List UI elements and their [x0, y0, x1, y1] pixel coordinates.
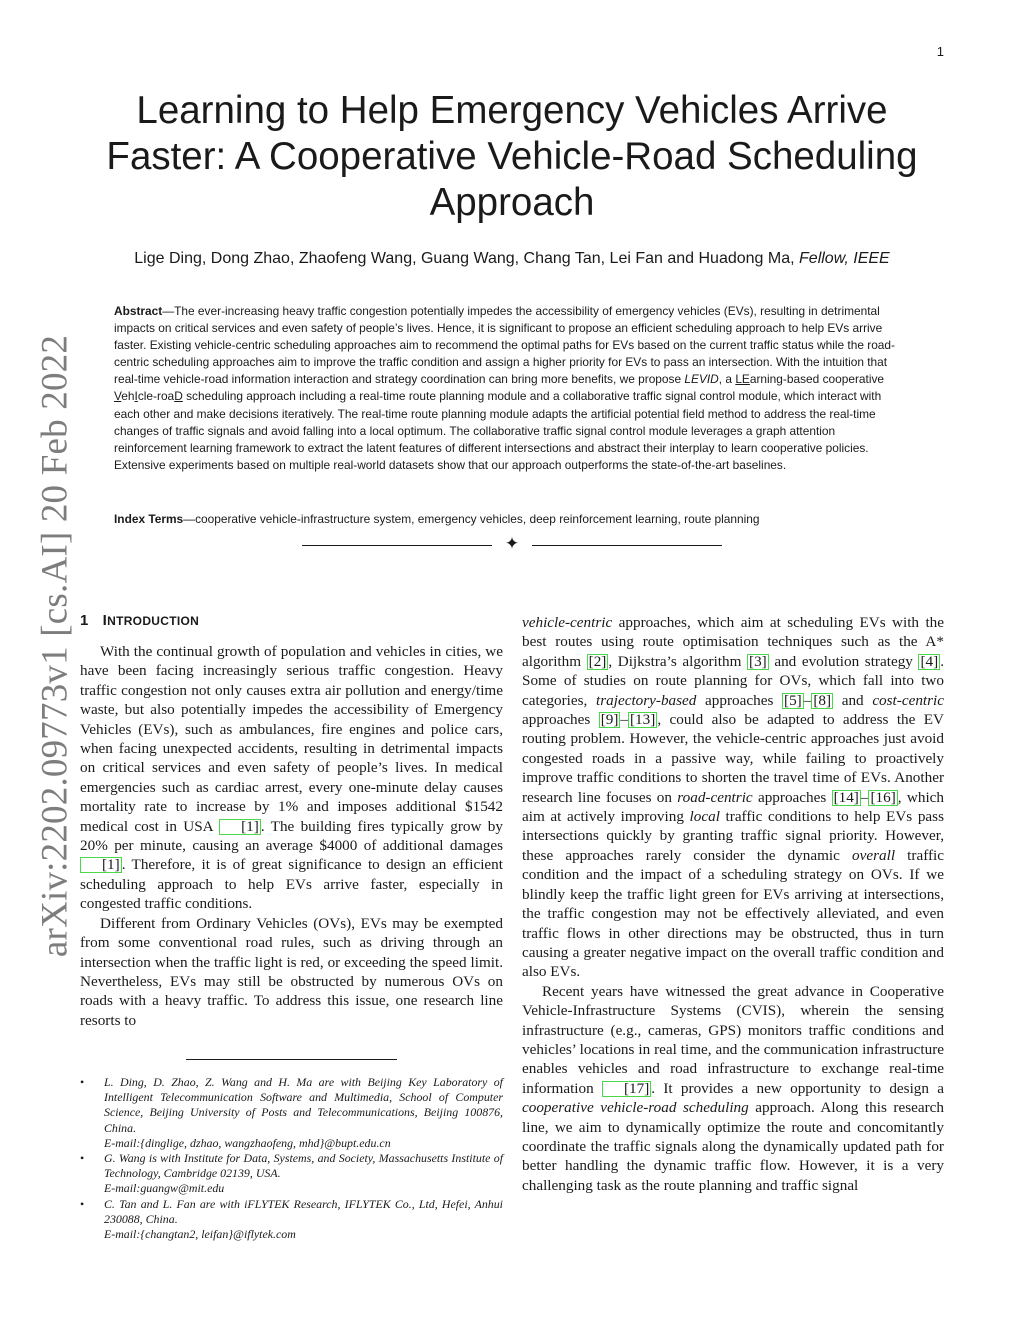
body-text: and: [833, 691, 873, 709]
emphasis-text: cost-centric: [872, 691, 945, 709]
body-text: –: [803, 691, 812, 709]
footnote-item: [80, 1151, 503, 1197]
page-number: 1: [936, 44, 944, 59]
footnote-rule: [186, 1059, 397, 1060]
citation-link[interactable]: [16]: [870, 788, 896, 806]
citation-link[interactable]: [9]: [600, 711, 619, 729]
divider-star-icon: ✦: [504, 534, 520, 554]
body-text: traffic condition and the impact of a scheduling strategy on OVs. If we blindly keep the traffic light green for EVs arriving at intersections, the traffic congestion may not be effectively alleviated, and even traffic flows in other directions may be obstructed, thus in turn causing a greater negative impact on the overall traffic condition and also EVs.: [522, 846, 944, 981]
body-text: . Some of studies on route planning for OVs, which fall into two categories,: [522, 652, 944, 709]
body-text: –: [620, 711, 628, 729]
abstract-method-name: LEVID: [684, 372, 719, 387]
body-text: . Therefore, it is of great significance to design an efficient scheduling approach to help EVs arrive faster, especially in congested traffic conditions.: [80, 856, 503, 913]
citation-link[interactable]: [4]: [920, 652, 939, 670]
body-text: and evolution strategy: [768, 652, 919, 670]
body-text: With the continual growth of population and vehicles in cities, we have been facing increasingly serious traffic congestion. Heavy traffic congestion not only causes extra air pollution and energy/time waste, but also potentially impedes the accessibility of Emergency Vehicles (EVs), such as ambulances, fire engines and police cars, when facing unexpected accidents, resulting in detrimental impacts on critical services and even safety of people’s lives. In medical emergencies such as cardiac arrest, every one-minute delay causes mortality rate to increase by 1% and imposes additional $1542 medical cost in USA: [80, 643, 503, 835]
emphasis-text: local: [689, 808, 720, 826]
affiliation-footnotes: [80, 1075, 503, 1242]
abstract-acronym-letter: LE: [735, 372, 750, 387]
abstract-text: cle-roa: [137, 389, 175, 404]
section-heading-introduction: [80, 612, 199, 629]
body-text: approaches: [752, 788, 832, 806]
right-column: [522, 613, 944, 1195]
section-number: 1: [80, 612, 89, 629]
body-text: traffic conditions to help EVs pass intersections quickly by granting traffic signal priority. However, these approaches rarely consider the dynamic: [522, 808, 944, 864]
footnote-text: L. Ding, D. Zhao, Z. Wang and H. Ma are with Beijing Key Laboratory of Intelligent Telecommunication Software and Multimedia, School of Computer Science, Beijing University of Posts and Telecommunications, Beijing 100876, China.: [104, 1075, 503, 1135]
body-text: , could also be adapted to address the EV routing problem. However, the vehicle-centric approaches just avoid congested roads in a passive way, while failing to proactively improve traffic conditions to shorten the travel time of EVs. Another research line focuses on: [522, 711, 944, 806]
body-text: approaches, which aim at scheduling EVs with the best routes using route optimisation techniques such as the A* algorithm: [522, 614, 944, 670]
emphasis-text: trajectory-based: [596, 691, 697, 709]
arxiv-identifier-stamp: arXiv:2202.09773v1 [cs.AI] 20 Feb 2022: [34, 334, 76, 958]
citation-link[interactable]: [2]: [588, 652, 607, 670]
intro-paragraph-2: Different from Ordinary Vehicles (OVs), EVs may be exempted from some conventional road rules, such as driving through an intersection when the traffic light is red, or exceeding the speed limit. Nevertheless, EVs may still be obstructed by numerous OVs on roads with a heavy traffic. To address this issue, one research line resorts to: [80, 914, 503, 1029]
section-title-rest: NTRODUCTION: [107, 614, 200, 628]
abstract-acronym-letter: D: [174, 389, 183, 404]
intro-paragraph-4: [522, 982, 944, 1195]
citation-link[interactable]: [14]: [833, 788, 859, 806]
citation-link[interactable]: [1]: [80, 857, 122, 873]
section-title-initial: I: [102, 612, 108, 629]
divider-line-right: [532, 545, 722, 546]
footnote-text: G. Wang is with Institute for Data, Systems, and Society, Massachusetts Institute of Technology, Cambridge 02139, USA.: [104, 1151, 503, 1181]
abstract-text: arning-based cooperative: [749, 372, 885, 387]
footnote-item: [80, 1075, 503, 1151]
abstract-text: , a: [718, 372, 736, 387]
section-divider: [302, 536, 722, 556]
footnote-item: [80, 1197, 503, 1243]
body-text: –: [860, 788, 869, 806]
footnote-email: E-mail:guangw@mit.edu: [104, 1181, 225, 1196]
paper-title: Learning to Help Emergency Vehicles Arrive Faster: A Cooperative Vehicle-Road Scheduling Approach: [106, 89, 918, 224]
citation-link[interactable]: [13]: [630, 711, 656, 729]
index-terms-text: —cooperative vehicle-infrastructure system, emergency vehicles, deep reinforcement learning, route planning: [183, 512, 760, 526]
author-names: Lige Ding, Dong Zhao, Zhaofeng Wang, Guang Wang, Chang Tan, Lei Fan and Huadong Ma,: [134, 250, 795, 267]
intro-paragraph-3: [522, 613, 944, 982]
bullet-icon: •: [80, 1151, 85, 1166]
abstract-acronym-letter: I: [134, 389, 138, 404]
bullet-icon: •: [80, 1075, 85, 1089]
emphasis-text: overall: [852, 846, 896, 864]
author-list: [70, 250, 954, 268]
footnote-text: C. Tan and L. Fan are with iFLYTEK Research, IFLYTEK Co., Ltd, Hefei, Anhui 230088, China.: [104, 1196, 503, 1226]
body-text: . It provides a new opportunity to design a: [651, 1079, 945, 1097]
index-terms-label: Index Terms: [114, 512, 184, 526]
left-column: [80, 642, 503, 1030]
abstract-acronym-letter: V: [114, 389, 122, 404]
emphasis-text: road-centric: [677, 788, 753, 806]
body-text: approaches: [696, 691, 783, 709]
emphasis-text: cooperative vehicle-road scheduling: [522, 1099, 749, 1117]
footnote-email: E-mail:{changtan2, leifan}@iflytek.com: [104, 1227, 296, 1242]
abstract-text: —The ever-increasing heavy traffic congestion potentially impedes the accessibility of emergency vehicles (EVs), resulting in detrimental impacts on critical services and even safety of people’s lives. Hence, it is significant to propose an efficient scheduling approach to help EVs arrive faster. Existing vehicle-centric scheduling approaches aim to recommend the optimal paths for EVs based on the current traffic status while the road-centric scheduling approaches aim to improve the traffic condition and assign a higher priority for EVs to pass an intersection. With the intuition that real-time vehicle-road information interaction and strategy coordination can bring more benefits, we propose: [114, 304, 895, 387]
citation-link[interactable]: [5]: [784, 691, 802, 709]
body-text: Recent years have witnessed the great advance in Cooperative Vehicle-Infrastructure Systems (CVIS), wherein the sensing infrastructure (e.g., cameras, GPS) monitors traffic conditions and vehicles’ locations in real time, and the communication infrastructure enables vehicles and road infrastructure to exchange real-time information: [522, 982, 944, 1097]
abstract: [114, 303, 909, 474]
citation-link[interactable]: [1]: [219, 819, 261, 835]
body-text: , Dijkstra’s algorithm: [608, 652, 748, 670]
body-text: approaches: [522, 711, 599, 729]
intro-paragraph-1: [80, 642, 503, 914]
abstract-text: eh: [121, 389, 135, 404]
emphasis-text: vehicle-centric: [522, 614, 613, 631]
abstract-label: Abstract: [114, 304, 163, 318]
index-terms: [114, 511, 909, 528]
body-text: , which aim at actively improving: [522, 788, 944, 826]
body-text: approach. Along this research line, we aim to dynamically optimize the route and concomitantly coordinate the traffic signals along the dynamically updated path for better handling the dynamic traffic flow. However, it is a very challenging task as the route planning and traffic signal: [522, 1099, 945, 1194]
citation-link[interactable]: [3]: [749, 652, 767, 670]
footnote-email: E-mail:{dinglige, dzhao, wangzhaofeng, mhd}@bupt.edu.cn: [104, 1135, 391, 1150]
abstract-text: scheduling approach including a real-time route planning module and a collaborative traffic signal control module, which interact with each other and make decisions iteratively. The real-time route planning module adapts the artificial potential field method to address the real-time changes of traffic signals and avoid falling into a local optimum. The collaborative traffic signal control module leverages a graph attention reinforcement learning framework to extract the latent features of different intersections and abstract their interplay to learn cooperative policies. Extensive experiments based on multiple real-world datasets show that our approach outperforms the state-of-the-art baselines.: [114, 389, 882, 472]
author-fellow-note: Fellow, IEEE: [799, 250, 890, 267]
body-text: . The building fires typically grow by 20% per minute, causing an average $4000 of additional damages: [80, 817, 503, 855]
citation-link[interactable]: [8]: [813, 691, 832, 709]
citation-link[interactable]: [17]: [602, 1081, 651, 1097]
bullet-icon: •: [80, 1196, 85, 1211]
